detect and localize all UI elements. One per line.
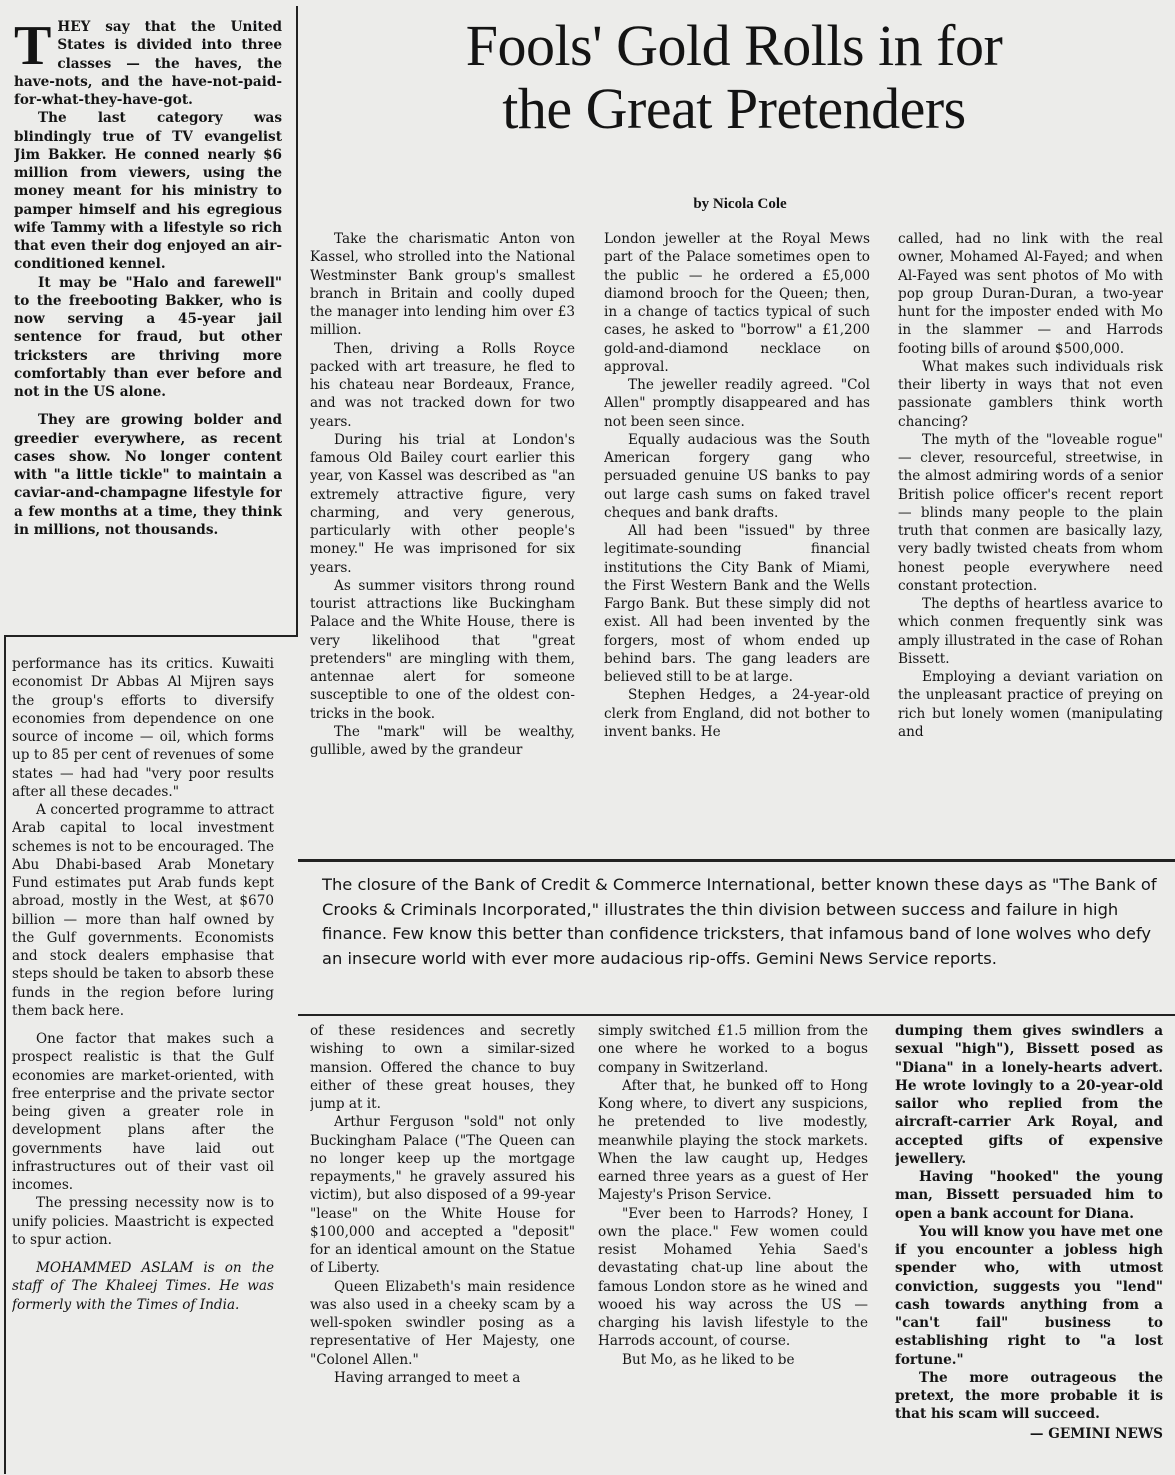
paragraph: performance has its critics. Kuwaiti economist Dr Abbas Al Mijren says the group's efforts to diversify economies from dependence on one source of income — oil, which forms up to 85 per cent of revenues of some states — had had "very poor results after all these decades." xyxy=(12,656,274,800)
signoff: — GEMINI NEWS xyxy=(1029,1425,1163,1442)
paragraph: dumping them gives swindlers a sexual "high"), Bissett posed as "Diana" in a lonely-hearts advert. He wrote lovingly to a 20-year-old sailor who replied from the aircraft-carrier Ark Royal, and accepted gifts of expensive jewellery. xyxy=(895,1023,1163,1167)
body-column-4-bottom xyxy=(895,1022,1163,1472)
drop-cap: T xyxy=(14,18,52,77)
other-article-column xyxy=(12,655,274,1470)
intro-paragraph-2: The last category was blindingly true of TV evangelist Jim Bakker. He conned nearly $6 million from viewers, using the money meant for his ministry to pamper himself and his egregious wife Tammy with a lifestyle so rich that even their dog enjoyed an air-conditioned kennel. xyxy=(14,110,282,273)
paragraph: What makes such individuals risk their liberty in ways that not even passionate gamblers think worth chancing? xyxy=(898,358,1163,430)
paragraph: Employing a deviant variation on the unpleasant practice of preying on rich but lonely women (manipulating and xyxy=(898,669,1163,740)
standfirst-bottom-rule xyxy=(298,1014,1175,1016)
body-column-3-top xyxy=(604,230,870,852)
headline: Fools' Gold Rolls in for the Great Pretenders xyxy=(465,13,1003,141)
intro-paragraph-4: They are growing bolder and greedier everywhere, as recent cases show. No longer content with "a little tickle" to maintain a caviar-and-champagne lifestyle for a few months at a time, they think in millions, not thousands. xyxy=(14,412,282,538)
paragraph: A concerted programme to attract Arab capital to local investment schemes is not to be encouraged. The Abu Dhabi-based Arab Monetary Fund estimates put Arab funds kept abroad, mostly in the West, at $670 billion — more than half owned by the Gulf governments. Economists and stock dealers emphasise that steps should be taken to absorb these funds in the region before luring them back here. xyxy=(12,802,274,1019)
paragraph: "Ever been to Harrods? Honey, I own the place." Few women could resist Mohamed Yehia Saed's devastating chat-up line about the famous London store as he wined and wooed his way across the US — charging his lavish lifestyle to the Harrods account, of course. xyxy=(598,1205,868,1350)
intro-column xyxy=(14,18,282,620)
intro-paragraph-3: It may be "Halo and farewell" to the freebooting Bakker, who is now serving a 45-year jail sentence for fraud, but other tricksters are thriving more comfortably than ever before and not in the US alone. xyxy=(14,274,282,400)
paragraph: The myth of the "loveable rogue" — clever, resourceful, streetwise, in the almost admiring words of a senior British police officer's recent report — blinds many people to the plain truth that conmen are basically lazy, very badly twisted cheats from whom honest people everywhere need constant protection. xyxy=(898,431,1163,594)
paragraph: The jeweller readily agreed. "Col Allen" promptly disappeared and has not been seen since. xyxy=(604,377,870,430)
paragraph: called, had no link with the real owner, Mohamed Al-Fayed; and when Al-Fayed was sent photos of Mo with pop group Duran-Duran, a two-year hunt for the imposter ended with Mo in the slammer — and Harrods footing bills of around $500,000. xyxy=(898,231,1163,357)
paragraph: But Mo, as he liked to be xyxy=(622,1351,795,1368)
paragraph: simply switched £1.5 million from the one where he worked to a bogus company in Switzerland. xyxy=(598,1023,868,1076)
paragraph: Stephen Hedges, a 24-year-old clerk from England, did not bother to invent banks. He xyxy=(604,687,870,740)
intro-paragraph-1: THEY say that the United States is divided into three classes — the haves, the have-nots, and the have-not-paid-for-what-they-have-got. xyxy=(14,18,282,108)
standfirst: The closure of the Bank of Credit & Commerce International, better known these days as "The Bank of Crooks & Criminals Incorporated," illustrates the thin division between success and failure in high finance. Few know this better than confidence tricksters, that infamous band of lone wolves who defy an insecure world with ever more audacious rip-offs. Gemini News Service reports. xyxy=(322,875,1157,968)
paragraph: Having "hooked" the young man, Bissett persuaded him to open a bank account for Diana. xyxy=(895,1169,1163,1222)
paragraph: All had been "issued" by three legitimate-sounding financial institutions the City Bank of Miami, the First Western Bank and the Wells Fargo Bank. But these simply did not exist. All had been invented by the forgers, most of whom ended up behind bars. The gang leaders are believed still to be at large. xyxy=(604,523,870,685)
paragraph: You will know you have met one if you encounter a jobless high spender who, with utmost conviction, suggests you "lend" cash towards anything from a "can't fail" business to establishing right to "a lost fortune." xyxy=(895,1223,1163,1368)
intro-bottom-rule xyxy=(4,635,298,637)
author-note: MOHAMMED ASLAM is on the staff of The Khaleej Times. He was formerly with the Times of India. xyxy=(12,1260,274,1313)
paragraph: London jeweller at the Royal Mews part of the Palace sometimes open to the public — he ordered a £5,000 diamond brooch for the Queen; then, in a change of tactics typical of such cases, he asked to "borrow" a £1,200 gold-and-diamond necklace on approval. xyxy=(604,231,870,375)
paragraph: As summer visitors throng round tourist attractions like Buckingham Palace and the White House, there is very likelihood that "great pretenders" are mingling with them, antennae alert for someone susceptible to one of the oldest con-tricks in the book. xyxy=(310,577,575,722)
body-column-2-top xyxy=(310,230,575,852)
body-column-3-bottom xyxy=(598,1022,868,1472)
body-column-2-bottom xyxy=(310,1022,575,1472)
intro-right-rule xyxy=(296,6,298,636)
byline: by Nicola Cole xyxy=(693,196,787,212)
paragraph: Having arranged to meet a xyxy=(334,1369,521,1386)
paragraph: During his trial at London's famous Old Bailey court earlier this year, von Kassel was described as "an extremely attractive figure, very charming, and very generous, particularly with other people's money." He was imprisoned for six years. xyxy=(310,431,575,576)
paragraph: Arthur Ferguson "sold" not only Buckingham Palace ("The Queen can no longer keep up the mortgage repayments," he gravely assured his victim), but also disposed of a 99-year "lease" on the White House for $100,000 and accepted a "deposit" for an identical amount on the Statue of Liberty. xyxy=(310,1114,575,1277)
paragraph: The pressing necessity now is to unify policies. Maastricht is expected to spur action. xyxy=(12,1195,274,1248)
paragraph: Equally audacious was the South American forgery gang who persuaded genuine US banks to pay out large cash sums on faked travel cheques and bank drafts. xyxy=(604,431,870,521)
paragraph: After that, he bunked off to Hong Kong where, to divert any suspicions, he pretended to live modestly, meanwhile playing the stock markets. When the law caught up, Hedges earned three years as a guest of Her Majesty's Prison Service. xyxy=(598,1077,868,1204)
paragraph: The depths of heartless avarice to which conmen frequently sink was amply illustrated in the case of Rohan Bissett. xyxy=(898,596,1163,667)
left-column-rule xyxy=(4,636,6,1474)
paragraph: Queen Elizabeth's main residence was also used in a cheeky scam by a well-spoken swindler posing as a representative of Her Majesty, one "Colonel Allen." xyxy=(310,1278,575,1368)
paragraph: of these residences and secretly wishing to own a similar-sized mansion. Offered the chance to buy either of these great houses, they jump at it. xyxy=(310,1023,575,1112)
paragraph: The more outrageous the pretext, the more probable it is that his scam will succeed. xyxy=(895,1369,1163,1423)
paragraph: Take the charismatic Anton von Kassel, who strolled into the National Westminster Bank group's smallest branch in Britain and coolly duped the manager into lending him over £3 million. xyxy=(310,231,575,339)
paragraph: The "mark" will be wealthy, gullible, awed by the grandeur xyxy=(310,723,575,758)
standfirst-top-rule xyxy=(298,859,1175,862)
body-column-4-top xyxy=(898,230,1163,852)
paragraph: Then, driving a Rolls Royce packed with art treasure, he fled to his chateau near Bordeaux, France, and was not tracked down for two years. xyxy=(310,340,575,430)
paragraph: One factor that makes such a prospect realistic is that the Gulf economies are market-oriented, with free enterprise and the private sector being given a greater role in development plans after the governments have laid out infrastructures out of their vast oil incomes. xyxy=(12,1031,274,1193)
